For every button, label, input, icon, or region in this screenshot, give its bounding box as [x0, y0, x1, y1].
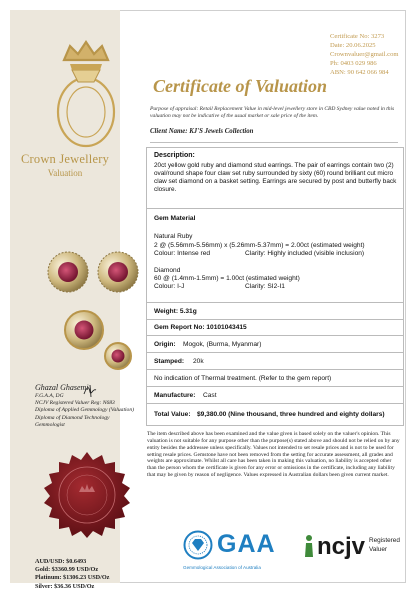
certificate-date: Date: 20.06.2025: [330, 42, 376, 49]
brand-subtitle: Valuation: [47, 168, 83, 178]
earring-right-bottom: [105, 343, 131, 369]
gaa-emblem-icon: [183, 530, 213, 560]
earring-left-top: [48, 252, 88, 292]
gaa-logo: [183, 528, 298, 578]
ruby-title: Natural Ruby: [154, 233, 193, 240]
gem-report-row: [147, 320, 403, 336]
origin-label: Origin:: [154, 341, 176, 348]
valuer-name: Ghazal Ghasemi: [35, 383, 89, 392]
silver-price: Silver: $36.36 USD/Oz: [35, 582, 95, 590]
stamped-value: 20k: [193, 358, 204, 365]
stamped-label: Stamped:: [154, 358, 185, 365]
diamond-clarity: Clarity: SI2-I1: [245, 283, 285, 290]
manufacture-row: [147, 387, 403, 404]
description-label: Description:: [154, 152, 195, 159]
credential-line: Diploma of Diamond Technology: [35, 414, 110, 421]
client-name: Client Name: KJ'S Jewels Collection: [150, 128, 254, 135]
credential-line: F.G.A.A, DG: [35, 393, 64, 399]
weight-row: [147, 303, 403, 320]
gaa-wordmark: GAA: [217, 530, 276, 558]
contact-email[interactable]: Crownvaluer@gmail.com: [330, 51, 399, 58]
description-text: 20ct yellow gold ruby and diamond stud earrings. The pair of earrings contain two (2) oval/round shape four claw set ruby surrounded by sixty (60) round brilliant cut micro claw set diamond on a basket setting. Earrings are secured by post and butterfly back closure.: [154, 162, 397, 193]
description-row: [147, 148, 403, 209]
manufacture-label: Manufacture:: [154, 392, 196, 399]
gem-material-row: [147, 209, 403, 303]
ncjv-person-icon: [303, 534, 315, 558]
brand-name: Crown Jewellery: [20, 152, 110, 166]
diamond-colour: Colour: I-J: [154, 283, 185, 290]
aud-usd-rate: AUD/USD: $0.6493: [35, 558, 87, 565]
valuation-table: [146, 147, 404, 426]
gem-report-number: Gem Report No: 10101043415: [154, 324, 247, 331]
manufacture-value: Cast: [203, 392, 217, 399]
total-value: $9,380.00 (Nine thousand, three hundred and eighty dollars): [197, 411, 385, 418]
crown-ring-logo-icon: [50, 30, 122, 154]
ncjv-logo: [303, 530, 401, 576]
credential-line: NCJV Registered Valuer Reg: N683: [35, 400, 115, 407]
earring-right-top: [98, 252, 138, 292]
origin-value: Mogok, (Burma, Myanmar): [183, 341, 262, 348]
gem-material-label: Gem Material: [154, 215, 196, 222]
certificate-number: Certificate No: 3273: [330, 33, 385, 40]
metal-prices: [35, 558, 109, 591]
divider: [150, 142, 398, 143]
ncjv-valuer: Valuer: [369, 546, 387, 553]
ruby-details: 2 @ (5.56mm-5.56mm) x (5.26mm-5.37mm) = 2.00ct (estimated weight): [154, 242, 365, 249]
total-row: [147, 404, 403, 425]
total-label: Total Value:: [154, 411, 191, 418]
ncjv-wordmark: ncjv: [317, 533, 366, 560]
ruby-clarity: Clarity: Highly included (visible inclusion): [245, 250, 365, 257]
diamond-title: Diamond: [154, 267, 181, 274]
ruby-colour: Colour: Intense red: [154, 250, 211, 257]
origin-row: [147, 336, 403, 353]
disclaimer-text: The item described above has been examined and the value given is based solely on the valuer's opinion. This valuation is not suitable for any purpose other than the purpose(s) stated above and should not be relied on by any entity besides the addressee unless specifically. Values not intended to set resale prices and is not to be used for setting resale prices. Gemstone have not been removed from the setting for accurate assessment, all grades and weights are approximate. Whilst all care has been taken in making this valuation, no liability is accepted other than the person whom the certificate is given for any error or omissions in the certificate, including any liability that may be given by reason of negligence. Values expressed in Australian dollars been given current market.: [147, 431, 400, 479]
certificate-meta: [330, 32, 399, 77]
weight-value: Weight: 5.31g: [154, 308, 197, 315]
earrings-photo: [44, 246, 144, 370]
credential-line: Gemmologist: [35, 421, 65, 428]
purpose-statement: Purpose of appraisal: Retail Replacement Value in mid-level jewellery store in CBD Sydney value noted in this valuation may not be indicative of the usual market or sale price of the item.: [150, 106, 395, 119]
credential-line: Diploma of Applied Gemmology (Valuation): [35, 407, 135, 414]
valuer-credentials: [35, 393, 135, 429]
earring-left-bottom: [65, 311, 103, 349]
ncjv-registered: Registered: [369, 537, 400, 544]
treatment-note: No indication of Thermal treatment. (Refer to the gem report): [154, 375, 332, 382]
abn-number: ABN: 90 642 066 984: [330, 69, 389, 76]
note-row: [147, 370, 403, 387]
stamped-row: [147, 353, 403, 370]
page-title: Certificate of Valuation: [153, 76, 328, 96]
gold-price: Gold: $3360.99 USD/Oz: [35, 566, 99, 574]
gaa-subtitle: Gemmological Association of Australia: [183, 565, 261, 570]
contact-phone: Ph: 0403 029 986: [330, 60, 377, 67]
diamond-details: 60 @ (1.4mm-1.5mm) = 1.00ct (estimated weight): [154, 275, 300, 282]
platinum-price: Platinum: $1306.23 USD/Oz: [35, 574, 110, 582]
wax-seal-icon: [42, 450, 132, 540]
